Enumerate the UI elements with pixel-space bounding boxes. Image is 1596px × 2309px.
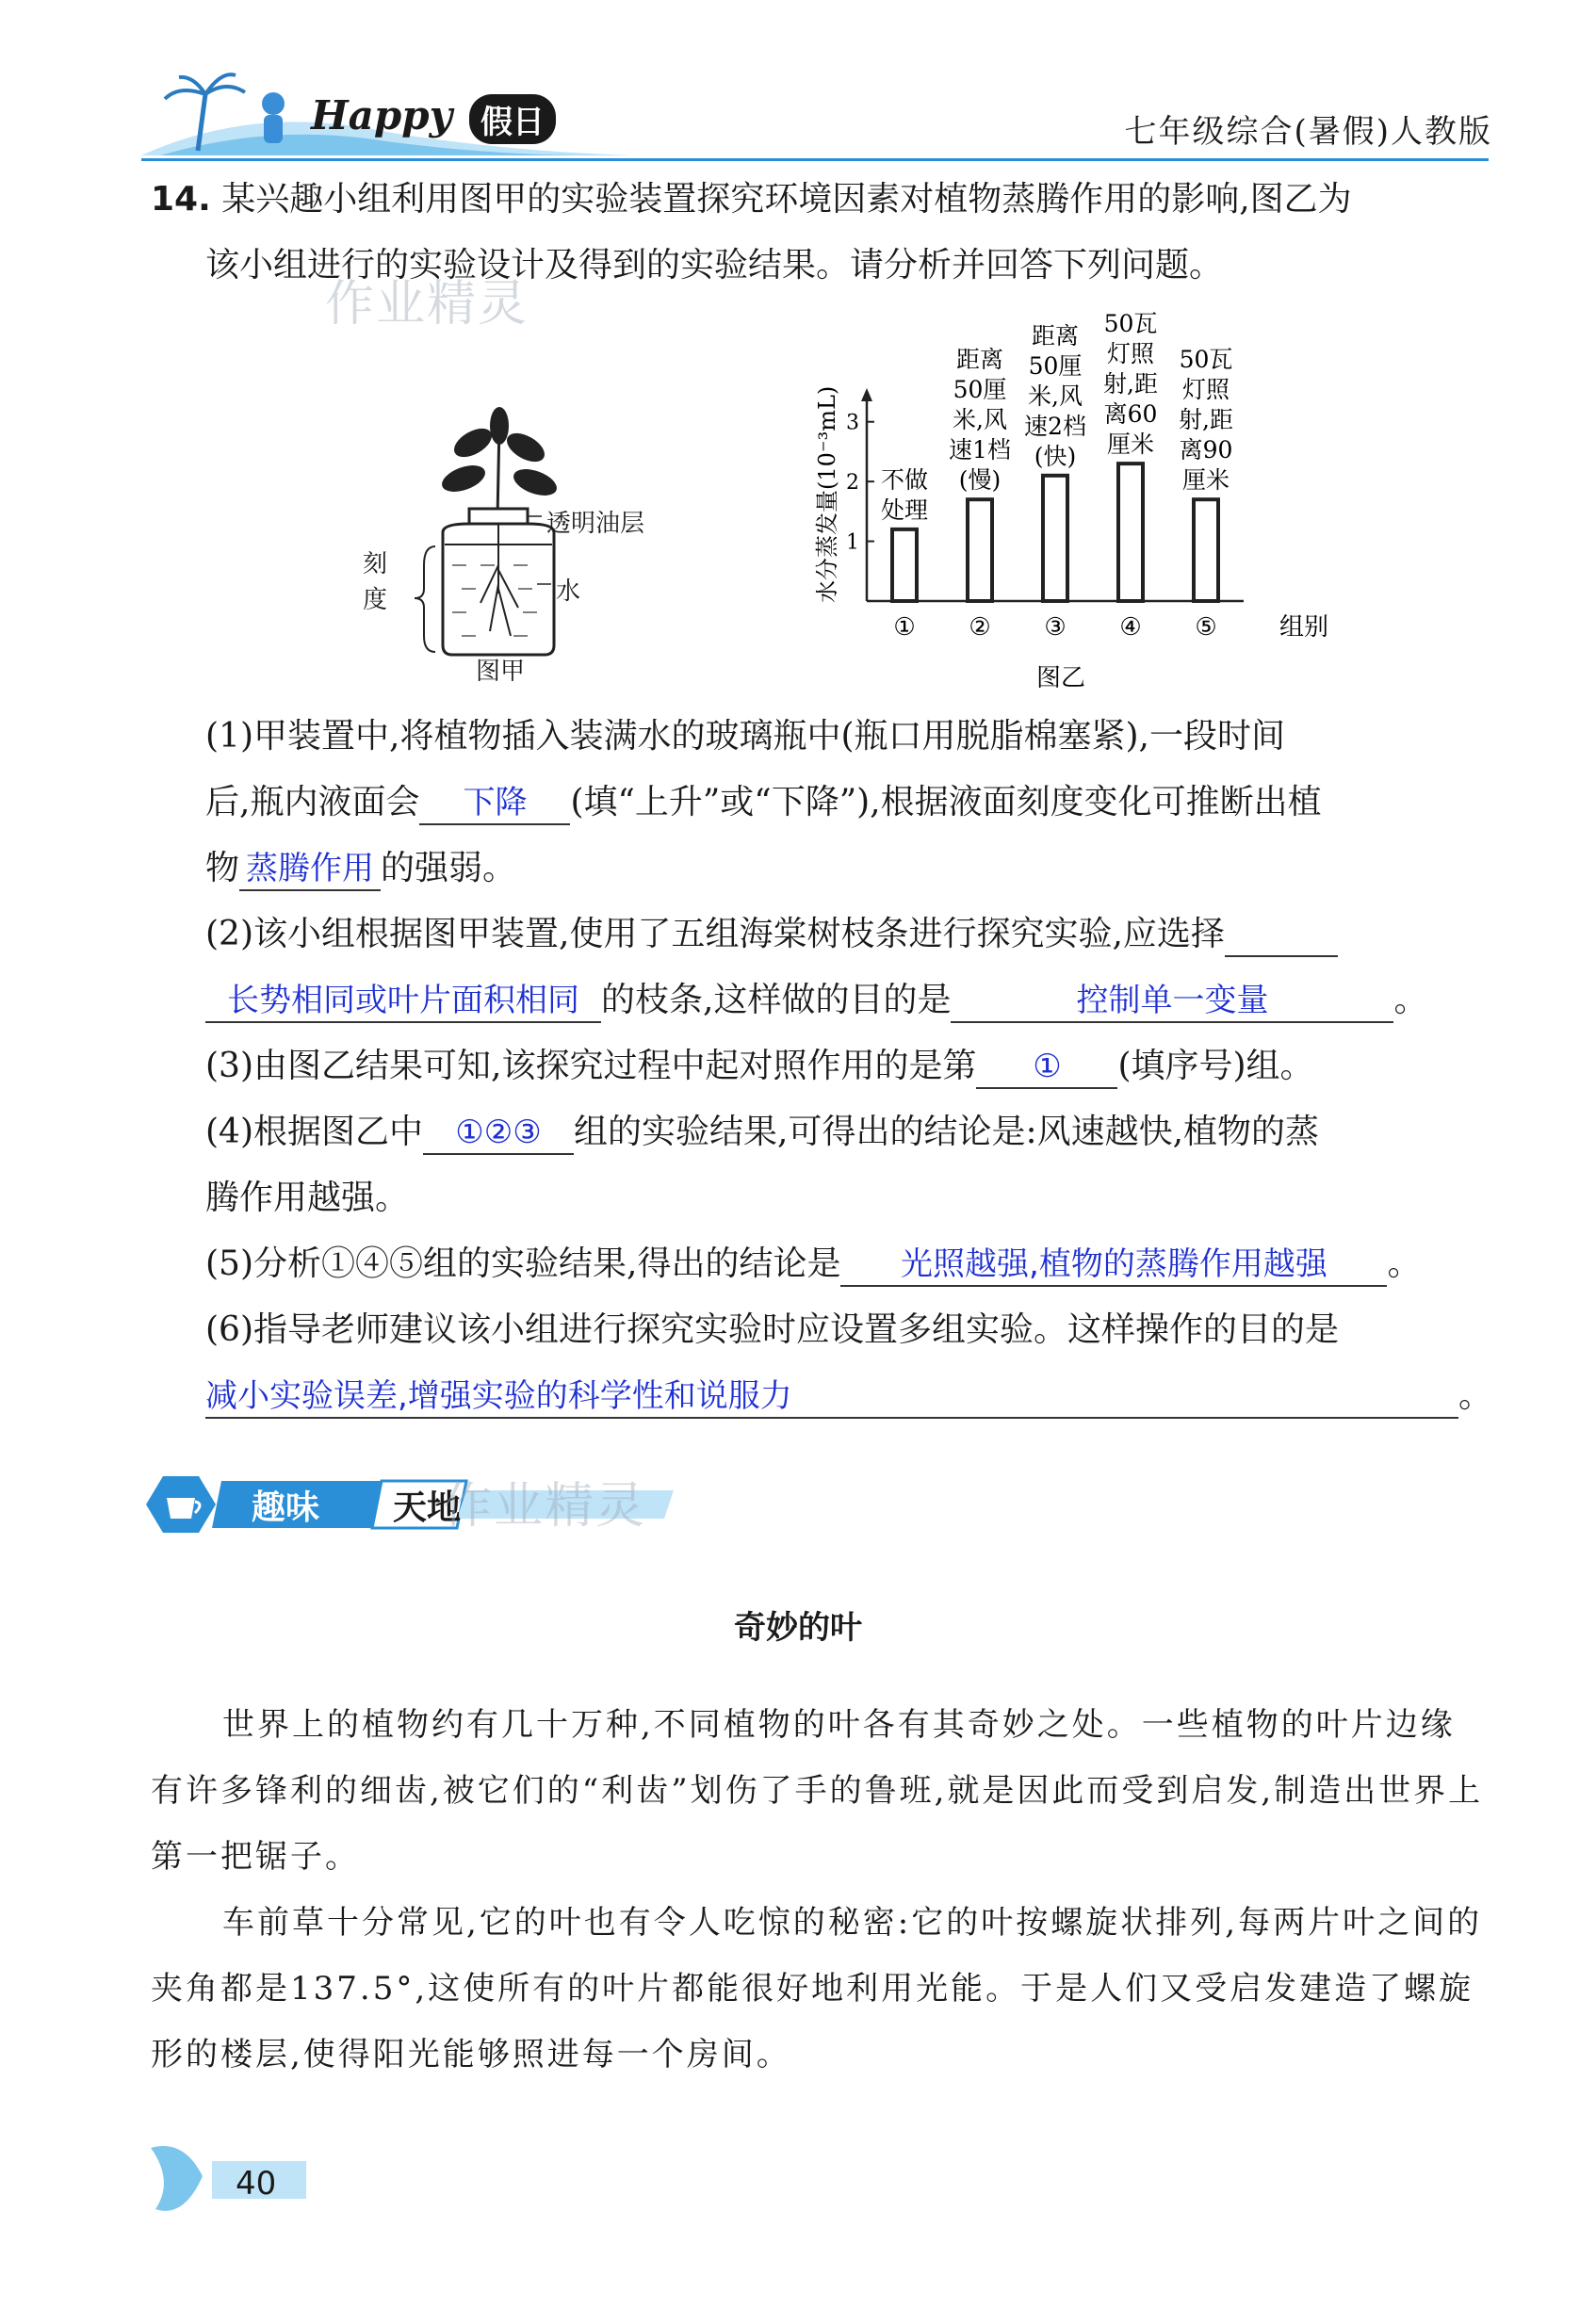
part2-line2: 长势相同或叶片面积相同 的枝条,这样做的目的是 控制单一变量 。 [205,978,1427,1023]
bar [892,529,917,601]
part4-line1: (4)根据图乙中 ①②③ 组的实验结果,可得出的结论是:风速越快,植物的蒸 [205,1110,1319,1155]
bar [1118,463,1143,601]
butterfly-icon [146,2138,306,2223]
fun-paragraph-2: 车前草十分常见,它的叶也有令人吃惊的秘密:它的叶按螺旋状排列,每两片叶之间的夹角都是137.5°,这使所有的叶片都能很好地利用光能。于是人们又受启发建造了螺旋形的楼层,使得阳光能够照进每一个房间。 [151,1904,1483,2073]
bar-annotation: 厘米 [1106,431,1155,459]
bar-annotation: 50瓦 [1179,346,1233,374]
fun-paragraph-1: 世界上的植物约有几十万种,不同植物的叶各有其奇妙之处。一些植物的叶片边缘有许多锋利的细齿,被它们的“利齿”划伤了手的鲁班,就是因此而受到启发,制造出世界上第一把锯子。 [151,1706,1484,1876]
book-title: 七年级综合(暑假)人教版 [1124,113,1492,151]
answer-1a: 下降 [419,782,570,825]
x-tick-label: ① [893,613,916,642]
answer-1b: 蒸腾作用 [239,848,381,891]
x-axis-label: 组别 [1279,613,1329,642]
y-axis-arrow-icon [861,388,872,401]
part2-line1: (2)该小组根据图甲装置,使用了五组海棠树枝条进行探究实验,应选择 [205,912,1338,957]
part3-line: (3)由图乙结果可知,该探究过程中起对照作用的是第 ① (填序号)组。 [205,1044,1314,1089]
y-axis-label: 水分蒸发量(10⁻³mL) [814,385,840,603]
part6-line2: 减小实验误差,增强实验的科学性和说服力 。 [205,1374,1492,1419]
bar-annotation: 不做 [880,465,929,494]
bar-annotation: 距离 [955,346,1004,374]
part1-line3: 物 蒸腾作用 的强弱。 [205,846,516,891]
answer-2b: 控制单一变量 [951,980,1393,1023]
bar-annotation: 离90 [1179,436,1233,464]
bar-annotation: 50瓦 [1103,311,1158,338]
answer-3: ① [976,1046,1117,1089]
x-tick-label: ④ [1119,613,1142,642]
y-tick-label: 3 [846,411,859,435]
figure-a [358,405,678,697]
question-stem-line2: 该小组进行的实验设计及得到的实验结果。请分析并回答下列问题。 [205,246,1224,285]
bar-annotation: (慢) [958,466,1002,495]
question-stem-line1: 14. 某兴趣小组利用图甲的实验装置探究环境因素对植物蒸腾作用的影响,图乙为 [151,180,1352,219]
page-corner [146,2138,306,2223]
answer-5: 光照越强,植物的蒸腾作用越强 [840,1244,1387,1287]
bar-annotation: 灯照 [1181,376,1230,404]
part5-line: (5)分析①④⑤组的实验结果,得出的结论是 光照越强,植物的蒸腾作用越强 。 [205,1242,1421,1287]
answer-6: 减小实验误差,增强实验的科学性和说服力 [205,1375,1458,1419]
bar [1194,499,1218,601]
label-scale: 刻度 [363,550,388,614]
y-tick-label: 2 [846,471,859,496]
label-oil-layer: 透明油层 [546,510,645,538]
bar-annotation: 速1档 [949,436,1011,464]
bar-annotation: 米,风 [1028,382,1083,410]
bar-annotation: 米,风 [953,406,1007,434]
bar-annotation: 50厘 [953,376,1007,404]
x-tick-label: ⑤ [1195,613,1217,642]
bar-annotation: 离60 [1103,400,1158,429]
x-tick-label: ③ [1044,613,1067,642]
bar-annotation: 射,距 [1103,370,1158,398]
badge-text-b: 天地 [393,1488,462,1527]
watermark-2: 作业精灵 [443,1478,647,1535]
part6-line1: (6)指导老师建议该小组进行探究实验时应设置多组实验。这样操作的目的是 [205,1310,1339,1349]
brand-title: Happy [311,92,453,138]
bar-annotation: (快) [1034,442,1077,470]
bar-annotation: 处理 [880,496,929,524]
bar-annotation: 灯照 [1106,340,1155,368]
watermark: 作业精灵 [325,276,529,333]
part4-line2: 腾作用越强。 [205,1179,410,1217]
part1-line1: (1)甲装置中,将植物插入装满水的玻璃瓶中(瓶口用脱脂棉塞紧),一段时间 [205,717,1285,756]
bar-annotation: 速2档 [1024,412,1086,440]
figure-a-caption: 图甲 [476,658,526,686]
bar [1043,476,1067,601]
question-number: 14. [151,180,211,219]
fun-title: 奇妙的叶 [734,1609,862,1647]
badge-text-a: 趣味 [252,1488,320,1527]
bar-annotation: 厘米 [1181,466,1230,495]
bar-chart [801,311,1347,697]
label-water: 水 [556,577,581,606]
x-tick-label: ② [969,613,991,642]
part1-line2: 后,瓶内液面会 下降 (填“上升”或“下降”),根据液面刻度变化可推断出植 [205,780,1322,825]
answer-2a: 长势相同或叶片面积相同 [205,980,601,1023]
bar [968,499,992,601]
page-number: 40 [236,2165,277,2203]
figure-b-chart [801,311,1347,697]
y-tick-label: 1 [846,530,859,555]
answer-4: ①②③ [423,1112,574,1155]
chart-title: 图乙 [1036,664,1086,692]
bar-annotation: 50厘 [1028,351,1083,380]
bar-annotation: 射,距 [1179,406,1233,434]
bar-annotation: 距离 [1031,321,1080,350]
brand-badge: 假日 [469,94,556,144]
header-divider [141,158,1489,161]
header-banner [141,66,631,160]
